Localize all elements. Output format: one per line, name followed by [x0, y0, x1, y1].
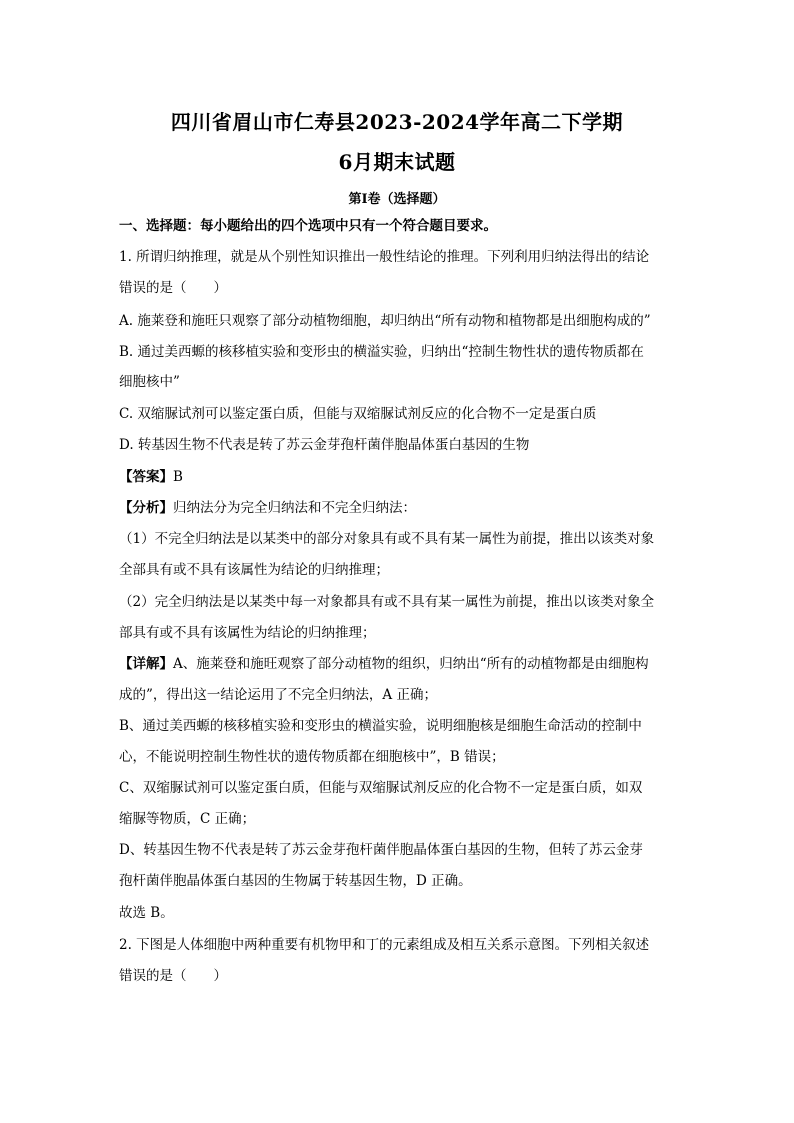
analysis-point-2-line-2: 部具有或不具有该属性为结论的归纳推理； — [119, 625, 376, 641]
q1-option-d: D. 转基因生物不代表是转了苏云金芽孢杆菌伴胞晶体蛋白基因的生物 — [119, 437, 530, 453]
q1-detail-a-line-2: 成的”，得出这一结论运用了不完全归纳法，A 正确； — [119, 687, 437, 703]
q1-stem-line-2: 错误的是（ ） — [119, 280, 227, 296]
volume-heading: 第Ⅰ卷（选择题） — [348, 192, 446, 207]
analysis-point-1-line-2: 全部具有或不具有该属性为结论的归纳推理； — [119, 562, 389, 578]
q1-detail-b-line-1: B、通过美西螈的核移植实验和变形虫的横溢实验，说明细胞核是细胞生命活动的控制中 — [119, 718, 642, 734]
q1-detail-a-line-1 — [119, 655, 649, 673]
q1-option-b-line-1: B. 通过美西螈的核移植实验和变形虫的横溢实验，归纳出“控制生物性状的遗传物质都在 — [119, 344, 644, 360]
q2-stem-line-2: 错误的是（ ） — [119, 968, 227, 984]
q1-option-c: C. 双缩脲试剂可以鉴定蛋白质，但能与双缩脲试剂反应的化合物不一定是蛋白质 — [119, 406, 597, 422]
detail-label: 【详解】 — [119, 656, 173, 672]
analysis-label: 【分析】 — [119, 500, 173, 516]
q1-detail-d-line-1: D、转基因生物不代表是转了苏云金芽孢杆菌伴胞晶体蛋白基因的生物，但转了苏云金芽 — [119, 842, 643, 858]
q1-option-b-line-2: 细胞核中” — [119, 374, 180, 390]
section-heading: 一、选择题：每小题给出的四个选项中只有一个符合题目要求。 — [119, 218, 497, 234]
detail-a-text: A、施莱登和施旺观察了部分动植物的组织，归纳出“所有的动植物都是由细胞构 — [173, 656, 649, 672]
q1-conclusion: 故选 B。 — [119, 905, 174, 921]
analysis-point-1-line-1: （1）不完全归纳法是以某类中的部分对象具有或不具有某一属性为前提，推出以该类对象 — [119, 531, 655, 547]
q1-option-a: A. 施莱登和施旺只观察了部分动植物细胞，却归纳出“所有动物和植物都是出细胞构成的” — [119, 313, 651, 329]
q1-detail-c-line-1: C、双缩脲试剂可以鉴定蛋白质，但能与双缩脲试剂反应的化合物不一定是蛋白质，如双 — [119, 780, 643, 796]
q1-detail-d-line-2: 孢杆菌伴胞晶体蛋白基因的生物属于转基因生物，D 正确。 — [119, 873, 472, 889]
analysis-text: 归纳法分为完全归纳法和不完全归纳法： — [173, 500, 416, 516]
analysis-point-2-line-1: （2）完全归纳法是以某类中每一对象都具有或不具有某一属性为前提，推出以该类对象全 — [119, 594, 655, 610]
q1-analysis — [119, 499, 416, 517]
q1-answer — [119, 468, 183, 486]
answer-value: B — [173, 469, 183, 485]
q1-detail-b-line-2: 心，不能说明控制生物性状的遗传物质都在细胞核中”，B 错误； — [119, 749, 505, 765]
q1-detail-c-line-2: 缩脲等物质，C 正确； — [119, 811, 256, 827]
q2-stem-line-1: 2. 下图是人体细胞中两种重要有机物甲和丁的元素组成及相互关系示意图。下列相关叙述 — [119, 937, 650, 953]
document-title-line-2: 6月期末试题 — [338, 150, 456, 174]
q1-stem-line-1: 1. 所谓归纳推理，就是从个别性知识推出一般性结论的推理。下列利用归纳法得出的结论 — [119, 249, 650, 265]
answer-label: 【答案】 — [119, 469, 173, 485]
document-title-line-1: 四川省眉山市仁寿县2023-2024学年高二下学期 — [170, 110, 624, 134]
